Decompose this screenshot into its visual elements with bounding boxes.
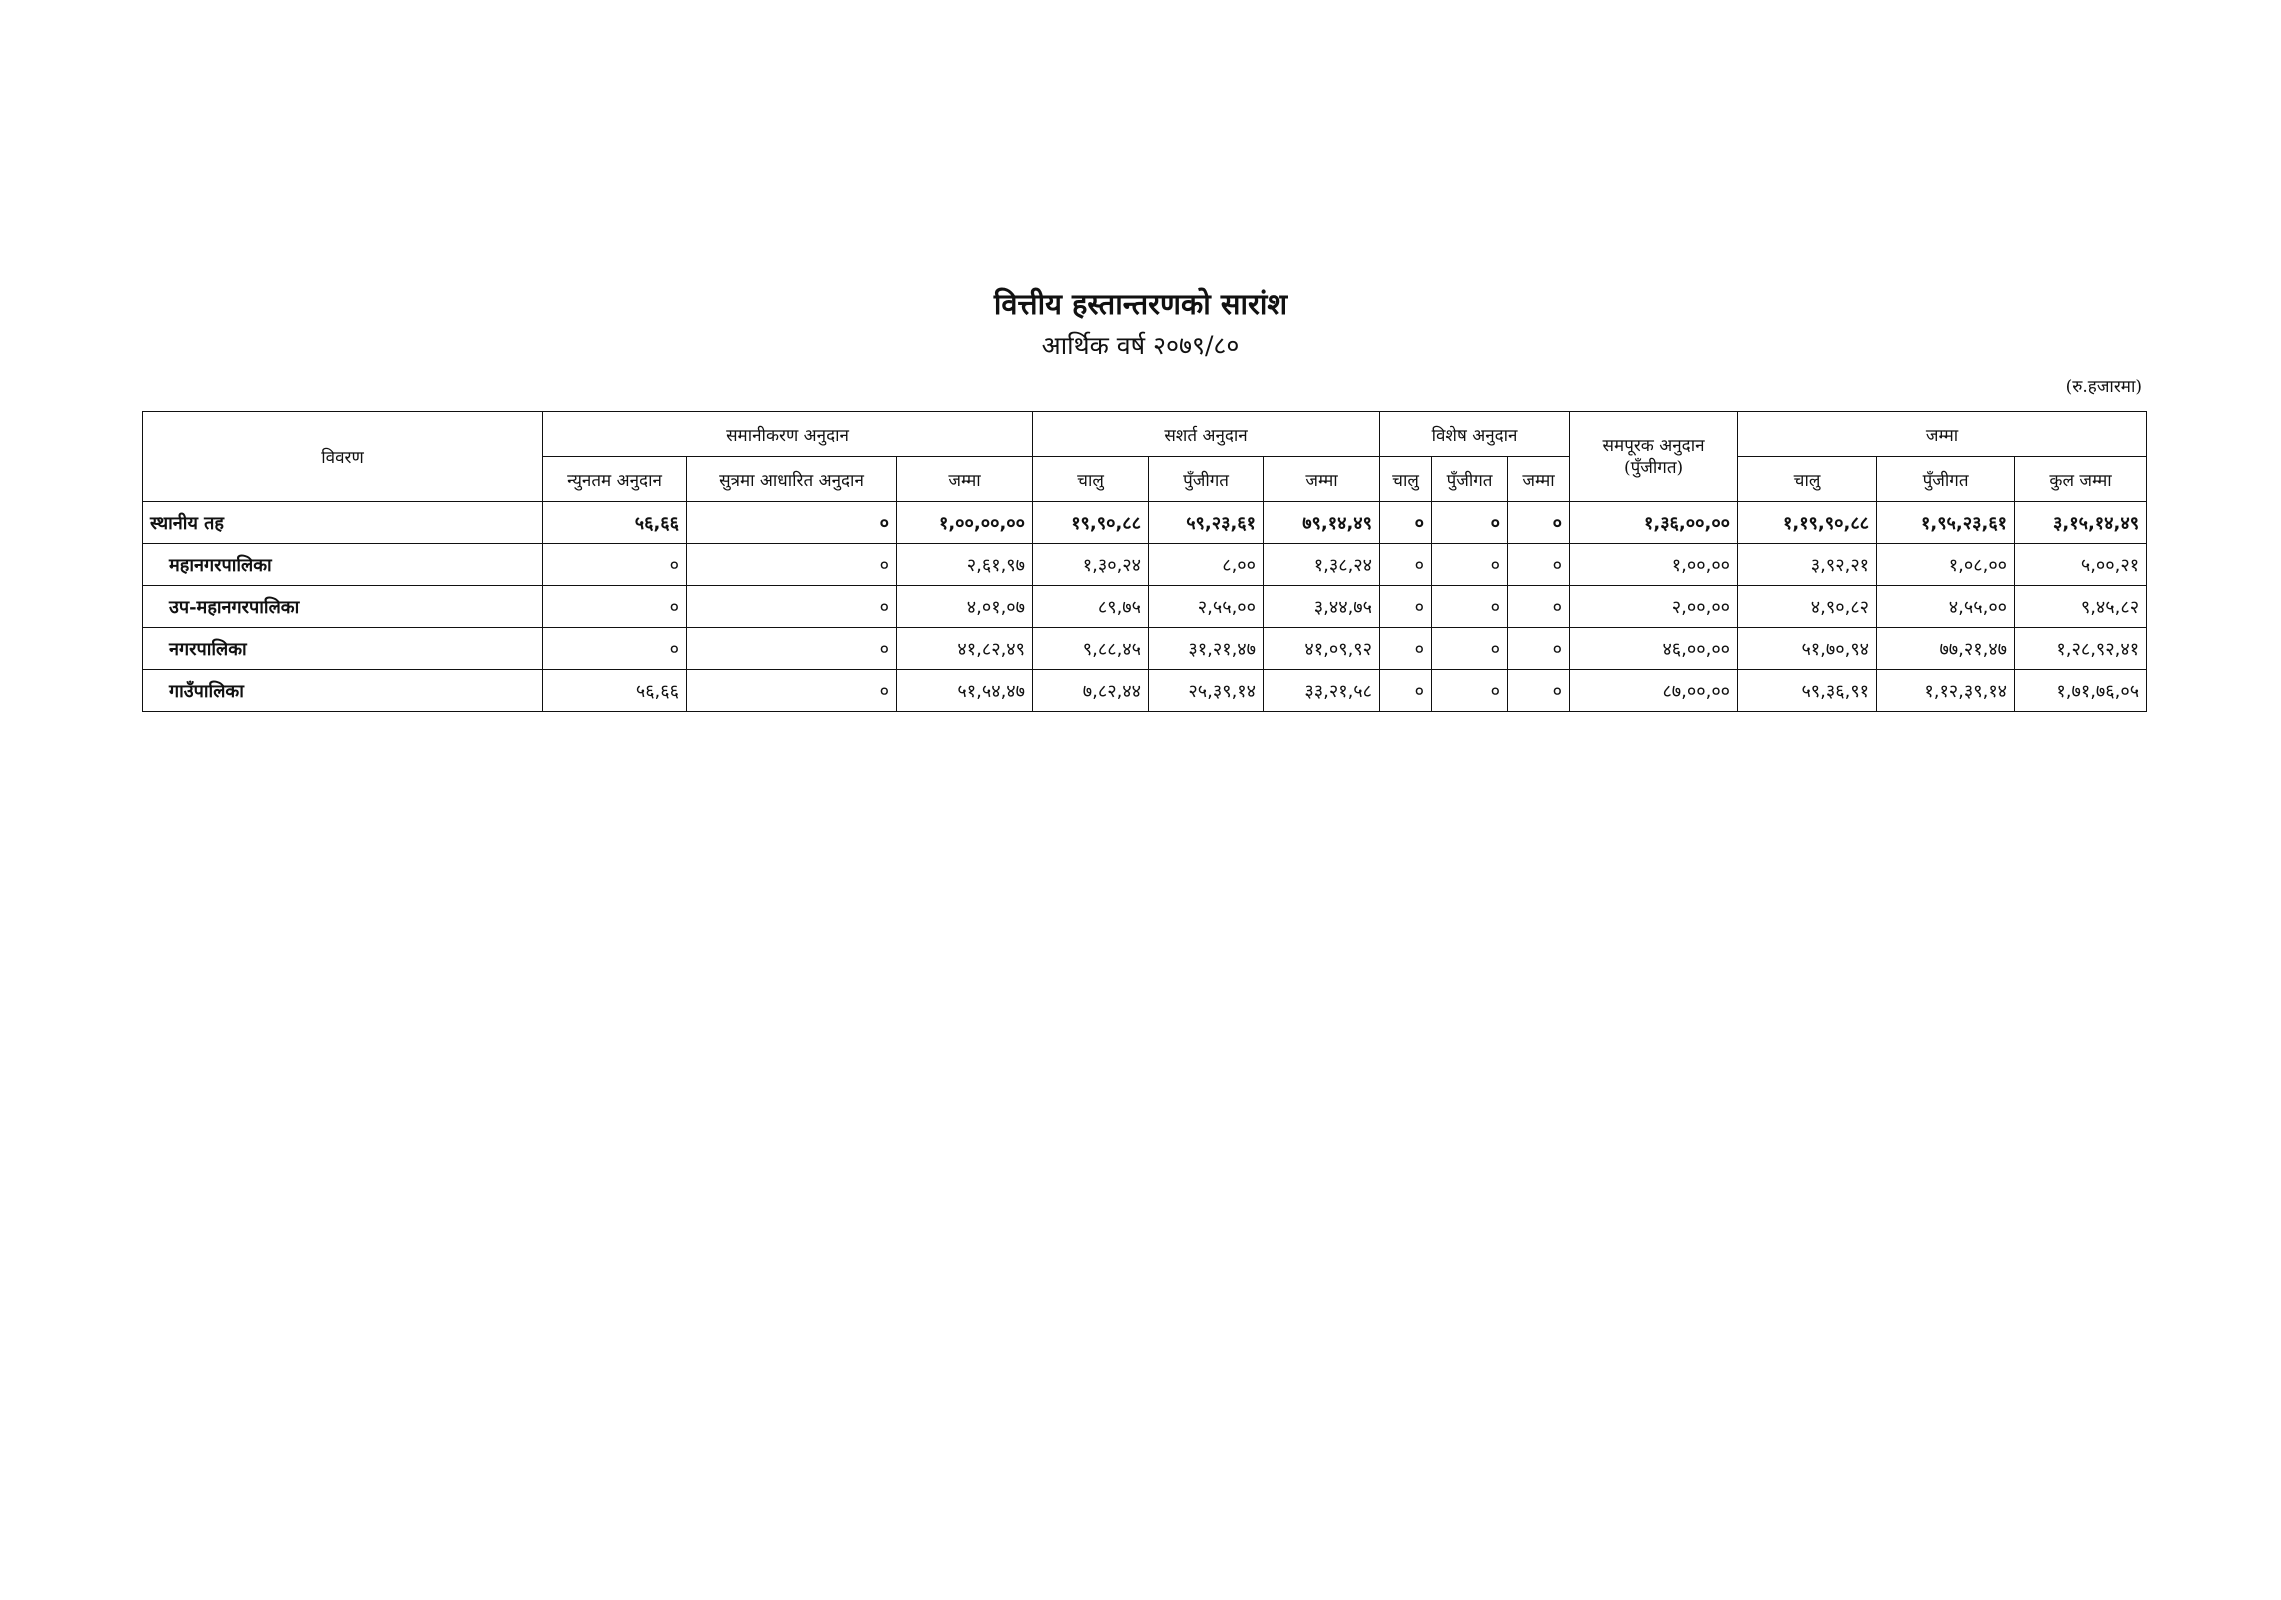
cell-total-current: ४,९०,८२ <box>1738 586 1877 628</box>
row-label: उप-महानगरपालिका <box>143 586 543 628</box>
cell-cond-current: ९,८८,४५ <box>1033 628 1149 670</box>
subheader-special-total: जम्मा <box>1508 457 1570 502</box>
cell-spec-capital: ० <box>1432 670 1508 712</box>
table-row <box>143 586 2147 628</box>
cell-spec-total: ० <box>1508 670 1570 712</box>
unit-note: (रु.हजारमा) <box>2065 377 2142 397</box>
subheader-total-capital: पुँजीगत <box>1877 457 2015 502</box>
cell-cond-capital: ५९,२३,६१ <box>1149 502 1264 544</box>
cell-cond-capital: ८,०० <box>1149 544 1264 586</box>
subheader-conditional-capital: पुँजीगत <box>1149 457 1264 502</box>
cell-cond-total: ३,४४,७५ <box>1264 586 1380 628</box>
cell-total-capital: १,०८,०० <box>1877 544 2015 586</box>
cell-formula: ० <box>687 628 897 670</box>
cell-complementary: ४६,००,०० <box>1570 628 1738 670</box>
cell-spec-current: ० <box>1380 586 1432 628</box>
cell-minimum: ५६,६६ <box>543 670 687 712</box>
cell-spec-capital: ० <box>1432 544 1508 586</box>
fiscal-year-subtitle: आर्थिक वर्ष २०७९/८० <box>1041 331 1240 360</box>
cell-complementary: २,००,०० <box>1570 586 1738 628</box>
cell-spec-current: ० <box>1380 502 1432 544</box>
cell-spec-current: ० <box>1380 670 1432 712</box>
subheader-grand-total: कुल जम्मा <box>2015 457 2147 502</box>
cell-cond-total: १,३८,२४ <box>1264 544 1380 586</box>
cell-formula: ० <box>687 586 897 628</box>
header-total: जम्मा <box>1738 412 2147 457</box>
subheader-conditional-current: चालु <box>1033 457 1149 502</box>
subheader-minimum-grant: न्युनतम अनुदान <box>543 457 687 502</box>
subheader-total-current: चालु <box>1738 457 1877 502</box>
cell-eq-total: ४,०१,०७ <box>897 586 1033 628</box>
cell-total-capital: १,९५,२३,६१ <box>1877 502 2015 544</box>
cell-total-capital: ४,५५,०० <box>1877 586 2015 628</box>
cell-cond-current: ८९,७५ <box>1033 586 1149 628</box>
subheader-equalization-total: जम्मा <box>897 457 1033 502</box>
cell-cond-total: ७९,१४,४९ <box>1264 502 1380 544</box>
cell-minimum: ० <box>543 628 687 670</box>
header-description: विवरण <box>143 412 543 502</box>
cell-spec-total: ० <box>1508 544 1570 586</box>
cell-minimum: ० <box>543 586 687 628</box>
header-complementary-line2: (पुँजीगत) <box>1623 457 1684 478</box>
cell-minimum: ० <box>543 544 687 586</box>
table-row <box>143 670 2147 712</box>
cell-spec-current: ० <box>1380 544 1432 586</box>
cell-total-current: ५९,३६,९१ <box>1738 670 1877 712</box>
cell-complementary: १,३६,००,०० <box>1570 502 1738 544</box>
cell-spec-capital: ० <box>1432 586 1508 628</box>
cell-complementary: ८७,००,०० <box>1570 670 1738 712</box>
cell-formula: ० <box>687 670 897 712</box>
cell-spec-current: ० <box>1380 628 1432 670</box>
cell-cond-capital: २५,३९,१४ <box>1149 670 1264 712</box>
subheader-special-current: चालु <box>1380 457 1432 502</box>
cell-formula: ० <box>687 544 897 586</box>
cell-total-current: ५१,७०,९४ <box>1738 628 1877 670</box>
table-row <box>143 502 2147 544</box>
cell-complementary: १,००,०० <box>1570 544 1738 586</box>
cell-grand-total: ३,१५,१४,४९ <box>2015 502 2147 544</box>
row-label: नगरपालिका <box>143 628 543 670</box>
header-equalization-grant: समानीकरण अनुदान <box>543 412 1033 457</box>
cell-grand-total: ५,००,२१ <box>2015 544 2147 586</box>
subheader-conditional-total: जम्मा <box>1264 457 1380 502</box>
header-complementary-line1: समपूरक अनुदान <box>1602 435 1705 456</box>
cell-cond-current: १९,९०,८८ <box>1033 502 1149 544</box>
cell-cond-capital: २,५५,०० <box>1149 586 1264 628</box>
cell-cond-total: ३३,२१,५८ <box>1264 670 1380 712</box>
cell-formula: ० <box>687 502 897 544</box>
cell-grand-total: ९,४५,८२ <box>2015 586 2147 628</box>
cell-cond-capital: ३१,२१,४७ <box>1149 628 1264 670</box>
cell-spec-total: ० <box>1508 628 1570 670</box>
cell-eq-total: ५१,५४,४७ <box>897 670 1033 712</box>
cell-spec-capital: ० <box>1432 628 1508 670</box>
subheader-formula-grant: सुत्रमा आधारित अनुदान <box>687 457 897 502</box>
cell-cond-total: ४१,०९,९२ <box>1264 628 1380 670</box>
table-row <box>143 544 2147 586</box>
cell-total-current: १,१९,९०,८८ <box>1738 502 1877 544</box>
cell-grand-total: १,२८,९२,४१ <box>2015 628 2147 670</box>
cell-spec-capital: ० <box>1432 502 1508 544</box>
cell-minimum: ५६,६६ <box>543 502 687 544</box>
row-label: महानगरपालिका <box>143 544 543 586</box>
cell-eq-total: ४१,८२,४९ <box>897 628 1033 670</box>
cell-spec-total: ० <box>1508 502 1570 544</box>
cell-spec-total: ० <box>1508 586 1570 628</box>
row-label: गाउँपालिका <box>143 670 543 712</box>
cell-total-capital: ७७,२१,४७ <box>1877 628 2015 670</box>
header-special-grant: विशेष अनुदान <box>1380 412 1570 457</box>
document-title: वित्तीय हस्तान्तरणको सारांश <box>993 287 1288 321</box>
header-complementary-grant <box>1570 412 1738 502</box>
cell-total-capital: १,१२,३९,१४ <box>1877 670 2015 712</box>
cell-grand-total: १,७१,७६,०५ <box>2015 670 2147 712</box>
cell-eq-total: १,००,००,०० <box>897 502 1033 544</box>
header-conditional-grant: सशर्त अनुदान <box>1033 412 1380 457</box>
table-row <box>143 628 2147 670</box>
cell-cond-current: ७,८२,४४ <box>1033 670 1149 712</box>
subheader-special-capital: पुँजीगत <box>1432 457 1508 502</box>
transfer-summary-table <box>142 411 2147 712</box>
cell-eq-total: २,६१,९७ <box>897 544 1033 586</box>
cell-cond-current: १,३०,२४ <box>1033 544 1149 586</box>
row-label: स्थानीय तह <box>143 502 543 544</box>
cell-total-current: ३,९२,२१ <box>1738 544 1877 586</box>
